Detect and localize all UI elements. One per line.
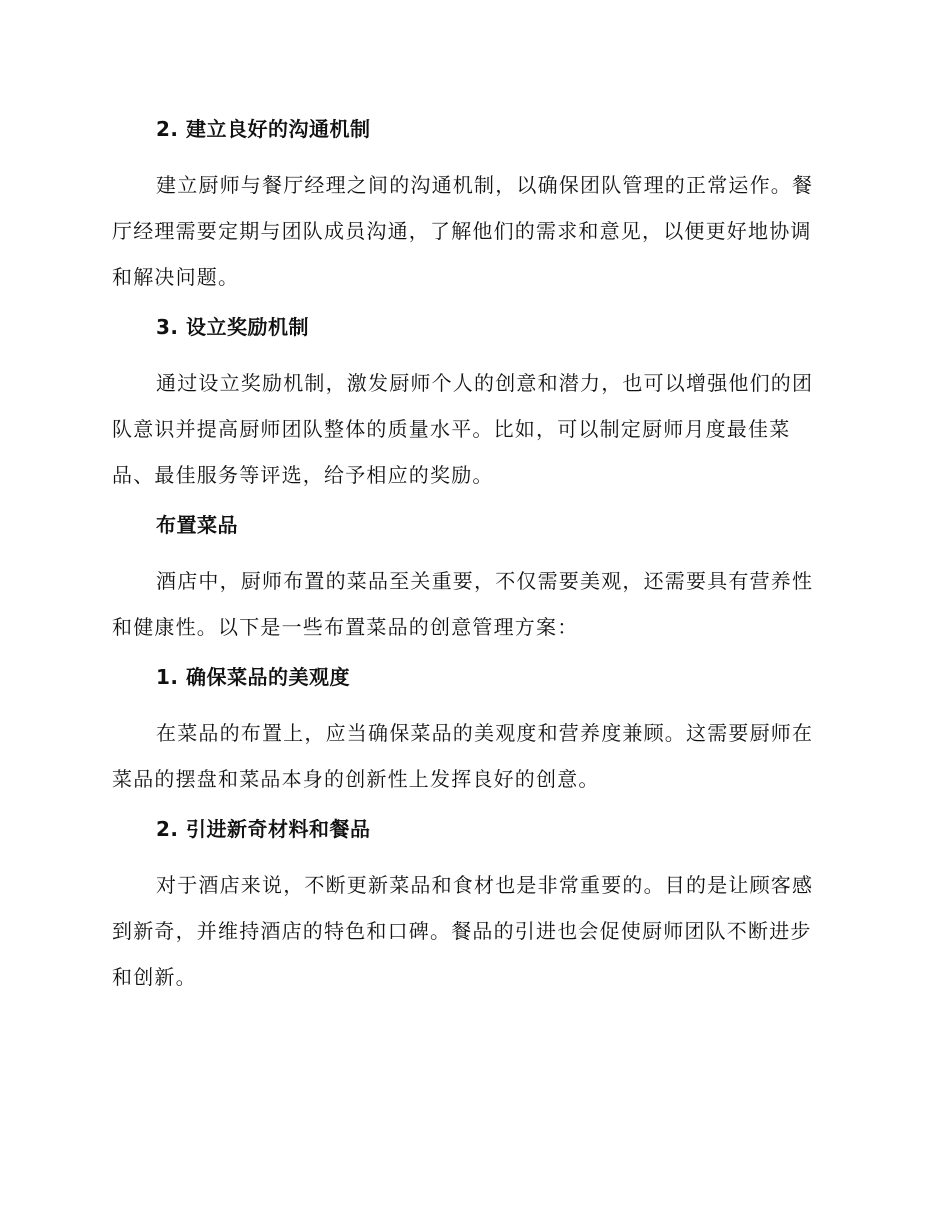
section-heading-dish-layout: 布置菜品 (156, 513, 238, 537)
section-heading-communication: 2. 建立良好的沟通机制 (156, 117, 371, 141)
section-heading-reward: 3. 设立奖励机制 (156, 315, 309, 339)
document-body (112, 114, 832, 1012)
section-heading-new-materials: 2. 引进新奇材料和餐品 (156, 817, 371, 841)
paragraph-communication: 建立厨师与餐厅经理之间的沟通机制，以确保团队管理的正常运作。餐厅经理需要定期与团队成员沟通，了解他们的需求和意见，以便更好地协调和解决问题。 (112, 173, 814, 289)
paragraph-dish-appearance: 在菜品的布置上，应当确保菜品的美观度和营养度兼顾。这需要厨师在菜品的摆盘和菜品本身的创新性上发挥良好的创意。 (112, 721, 814, 791)
paragraph-new-materials: 对于酒店来说，不断更新菜品和食材也是非常重要的。目的是让顾客感到新奇，并维持酒店的特色和口碑。餐品的引进也会促使厨师团队不断进步和创新。 (112, 873, 814, 989)
paragraph-dish-layout: 酒店中，厨师布置的菜品至关重要，不仅需要美观，还需要具有营养性和健康性。以下是一些布置菜品的创意管理方案： (112, 569, 814, 639)
section-heading-dish-appearance: 1. 确保菜品的美观度 (156, 665, 350, 689)
paragraph-reward: 通过设立奖励机制，激发厨师个人的创意和潜力，也可以增强他们的团队意识并提高厨师团队整体的质量水平。比如，可以制定厨师月度最佳菜品、最佳服务等评选，给予相应的奖励。 (112, 371, 814, 487)
